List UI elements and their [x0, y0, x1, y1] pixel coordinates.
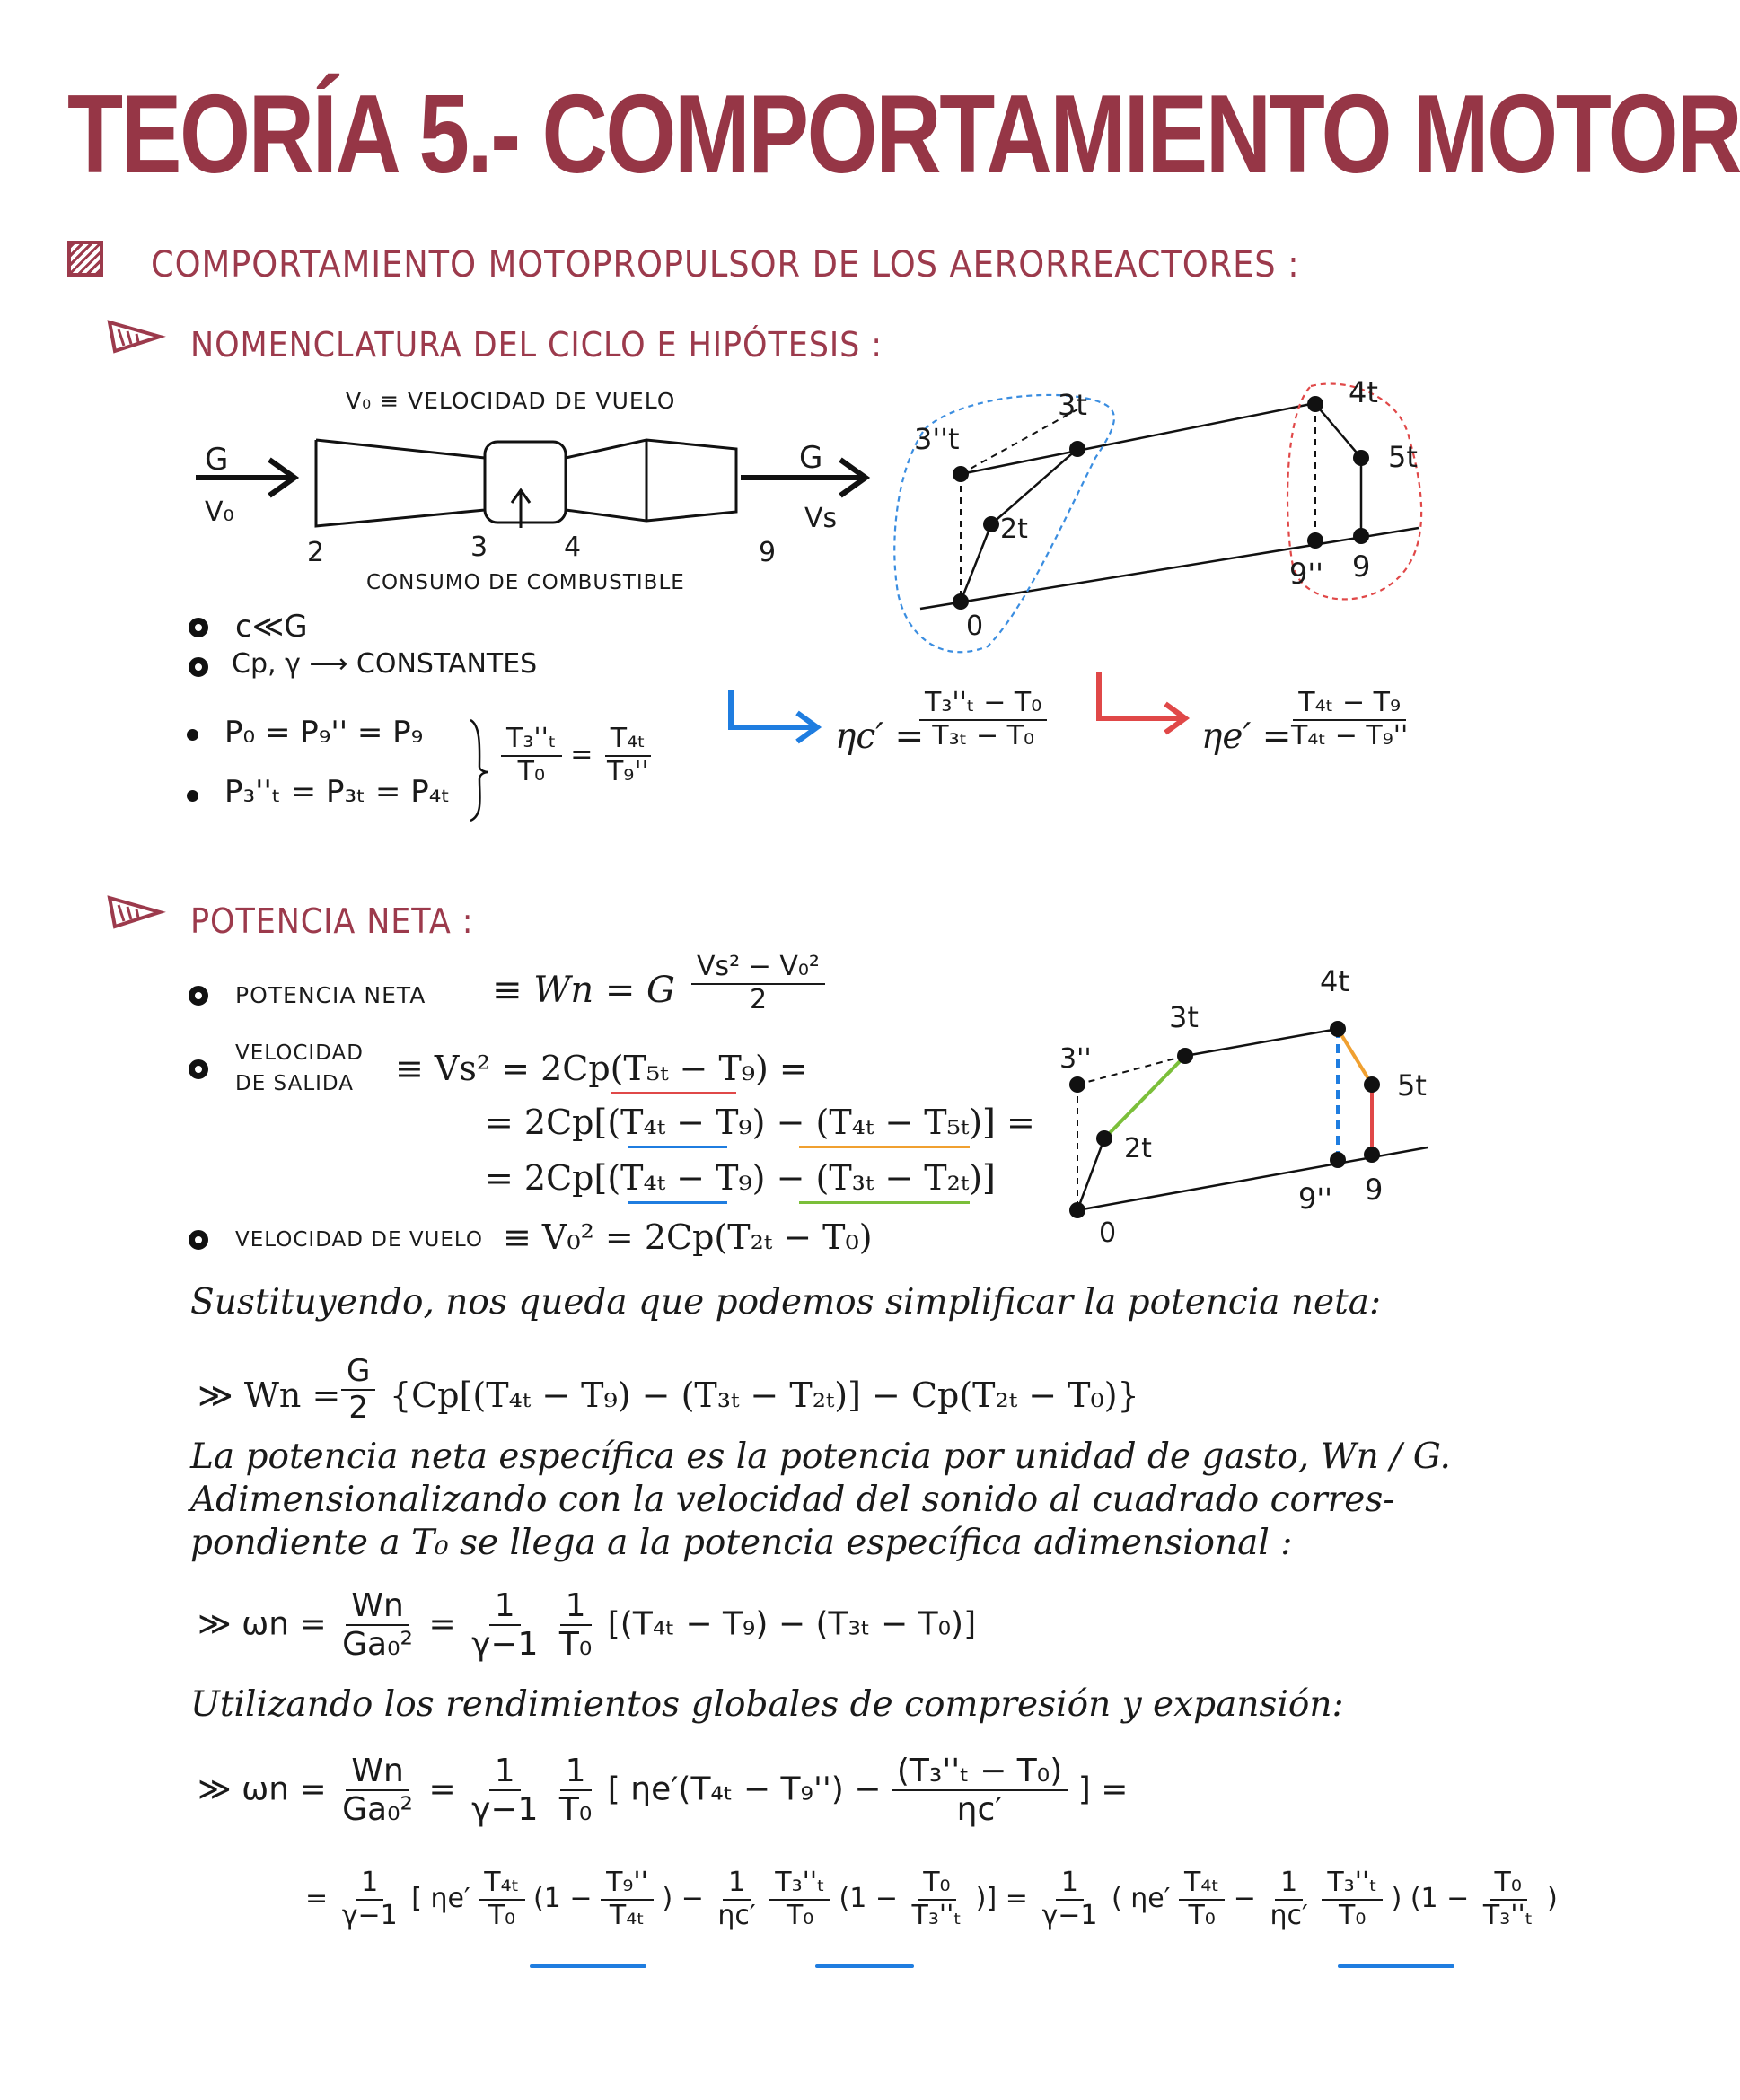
eq2: ≫ ωn = $\frac{Wn}{\text{Ga₀²}}$ = $\frac{1}{\gamma-1}$ $\frac{1}{\text{T₀}}$ [(T₄ₜ − T₉) − (T₃ₜ − T₀)] [198, 1587, 977, 1664]
text-efficiencies: Utilizando los rendimientos globales de compresión y expansión: [190, 1684, 1344, 1725]
turbine-efficiency-lhs: ηe′ = [1201, 716, 1292, 757]
bullet-icon [189, 986, 208, 1006]
text-nondimensional-1: Adimensionalizando con la velocidad del sonido al cuadrado corres- [190, 1480, 1395, 1520]
cycle2-point-5t: 5t [1397, 1068, 1427, 1103]
cycle2-point-3t: 3t [1169, 1000, 1199, 1034]
net-power-label: POTENCIA NETA [235, 982, 426, 1008]
cycle1-point-9pp: 9'' [1289, 557, 1323, 591]
page-title: TEORÍA 5.- COMPORTAMIENTO MOTOR [67, 73, 1740, 197]
text-nondimensional-2: pondiente a T₀ se llega a la potencia específica adimensional : [190, 1523, 1293, 1563]
net-power-frac: $\frac{\text{Vs² − V₀²}}{2}$ [691, 952, 825, 1015]
small-bullet-icon [187, 729, 198, 741]
cycle1-point-0: 0 [966, 611, 984, 642]
mass-flow-in: G [205, 442, 229, 478]
station-9: 9 [759, 537, 777, 568]
compressor-efficiency-frac: $\frac{\text{T₃''ₜ − T₀}}{\text{T₃ₜ − T₀}}$ [919, 688, 1047, 751]
eq1-frac: $\frac{G}{2}$ [341, 1354, 375, 1426]
cycle2-point-4t: 4t [1320, 964, 1349, 998]
small-bullet-icon [187, 790, 198, 802]
bullet-icon [189, 1059, 208, 1079]
triangle-bullet-icon [106, 319, 163, 355]
station-3: 3 [470, 532, 488, 563]
brace-icon [465, 716, 492, 824]
bullet-icon [189, 657, 208, 677]
station-4: 4 [564, 532, 582, 563]
turbine-efficiency-frac: $\frac{\text{T₄ₜ − T₉}}{\text{T₄ₜ − T₉''}}$ [1291, 687, 1409, 751]
compressor-efficiency-lhs: ηc′ = [835, 716, 925, 757]
cycle1-point-2t: 2t [1000, 514, 1028, 545]
exit-velocity-label: Vs [804, 503, 838, 534]
exit-velocity-label-2: DE SALIDA [235, 1072, 354, 1095]
cycle1-point-5t: 5t [1388, 440, 1418, 474]
eq1-rhs: {Cp[(T₄ₜ − T₉) − (T₃ₜ − T₂ₜ)] − Cp(T₂ₜ − T₀)} [390, 1375, 1139, 1415]
subsection-nomenclature: NOMENCLATURA DEL CICLO E HIPÓTESIS : [190, 325, 883, 365]
cycle2-point-9: 9 [1365, 1173, 1384, 1207]
cycle1-point-3t: 3t [1058, 388, 1087, 422]
station-2: 2 [307, 537, 325, 568]
blue-arrow-icon [724, 682, 831, 745]
exit-velocity-line-1: ≡ Vs² = 2Cp(T₅ₜ − T₉) = [395, 1049, 808, 1088]
exit-velocity-label-1: VELOCIDAD [235, 1041, 364, 1065]
flight-velocity-eq: ≡ V₀² = 2Cp(T₂ₜ − T₀) [503, 1217, 873, 1257]
mass-flow-out: G [799, 440, 823, 476]
underline-blue [628, 1146, 727, 1148]
triangle-bullet-icon [106, 894, 163, 930]
underline-blue [628, 1201, 727, 1204]
subsection-net-power: POTENCIA NETA : [190, 901, 474, 941]
section-square-icon [67, 241, 103, 277]
cycle1-point-9: 9 [1352, 549, 1371, 584]
underline-blue [815, 1964, 914, 1968]
bullet-icon [189, 618, 208, 637]
underline-blue [1338, 1964, 1454, 1968]
hypothesis-3: P₀ = P₉'' = P₉ [224, 715, 424, 751]
v0-caption: V₀ ≡ VELOCIDAD DE VUELO [346, 388, 676, 414]
cycle2-point-2t: 2t [1124, 1133, 1152, 1164]
underline-orange [799, 1146, 970, 1148]
cycle2-point-9pp: 9'' [1298, 1182, 1332, 1216]
underline-red [611, 1092, 736, 1094]
eq1-lhs: ≫ Wn = [198, 1375, 341, 1415]
cycle2-point-0: 0 [1099, 1217, 1117, 1249]
text-specific-power: La potencia neta específica es la potencia por unidad de gasto, Wn / G. [190, 1437, 1451, 1477]
fuel-caption: CONSUMO DE COMBUSTIBLE [366, 571, 685, 594]
text-substituting: Sustituyendo, nos queda que podemos simplificar la potencia neta: [190, 1282, 1382, 1322]
pressure-ratio-eq: $\frac{\text{T₃''ₜ}}{\text{T₀}}$ = $\frac{\text{T₄ₜ}}{\text{T₉''}}$ [501, 724, 655, 787]
underline-blue [530, 1964, 646, 1968]
flight-velocity-label: V₀ [205, 496, 234, 528]
section-heading: COMPORTAMIENTO MOTOPROPULSOR DE LOS AERORREACTORES : [151, 244, 1300, 286]
exit-velocity-line-2: = 2Cp[(T₄ₜ − T₉) − (T₄ₜ − T₅ₜ)] = [485, 1103, 1035, 1142]
underline-green [799, 1201, 970, 1204]
red-arrow-icon [1092, 664, 1200, 736]
bullet-icon [189, 1230, 208, 1250]
eq3: ≫ ωn = $\frac{Wn}{\text{Ga₀²}}$ = $\frac{1}{\gamma-1}$ $\frac{1}{\text{T₀}}$ [ ηe′(T₄ₜ − T₉'') − $\frac{\text{(T₃''ₜ − T₀)}}{\eta c'}$ ] = [198, 1753, 1129, 1829]
cycle-diagram-2 [1033, 970, 1463, 1239]
cycle1-point-3ppt: 3''t [914, 422, 960, 456]
exit-velocity-line-3: = 2Cp[(T₄ₜ − T₉) − (T₃ₜ − T₂ₜ)] [485, 1158, 996, 1198]
flight-velocity-label: VELOCIDAD DE VUELO [235, 1228, 484, 1252]
net-power-eq: ≡ Wn = G [492, 970, 676, 1011]
cycle1-point-4t: 4t [1349, 375, 1378, 409]
eq4: = $\frac{1}{\gamma-1}$ [ ηe′ $\frac{\text{T₄ₜ}}{\text{T₀}}$ (1 − $\frac{\text{T₉''}}{\text{T₄ₜ}}$ ) − $\frac{1}{\eta c'}$ $\frac{\text{T₃''ₜ}}{\text{T₀}}$ (1 − $\frac{\text{T₀}}{\text{T₃''ₜ}}$ )] = $\frac{1}{\gamma-1}$ ( ηe′ $\frac{\text{T₄ₜ}}{\text{T₀}}$ − $\frac{1}{\eta c'}$ $\frac{\text{T₃''ₜ}}{\text{T₀}}$ ) (1 − $\frac{\text{T₀}}{\text{T₃''ₜ}}$ ) [305, 1867, 1558, 1931]
hypothesis-2: Cp, γ ⟶ CONSTANTES [232, 648, 538, 680]
hypothesis-1: c≪G [235, 609, 308, 645]
cycle2-point-3pp: 3'' [1059, 1043, 1092, 1075]
hypothesis-4: P₃''ₜ = P₃ₜ = P₄ₜ [224, 774, 451, 810]
